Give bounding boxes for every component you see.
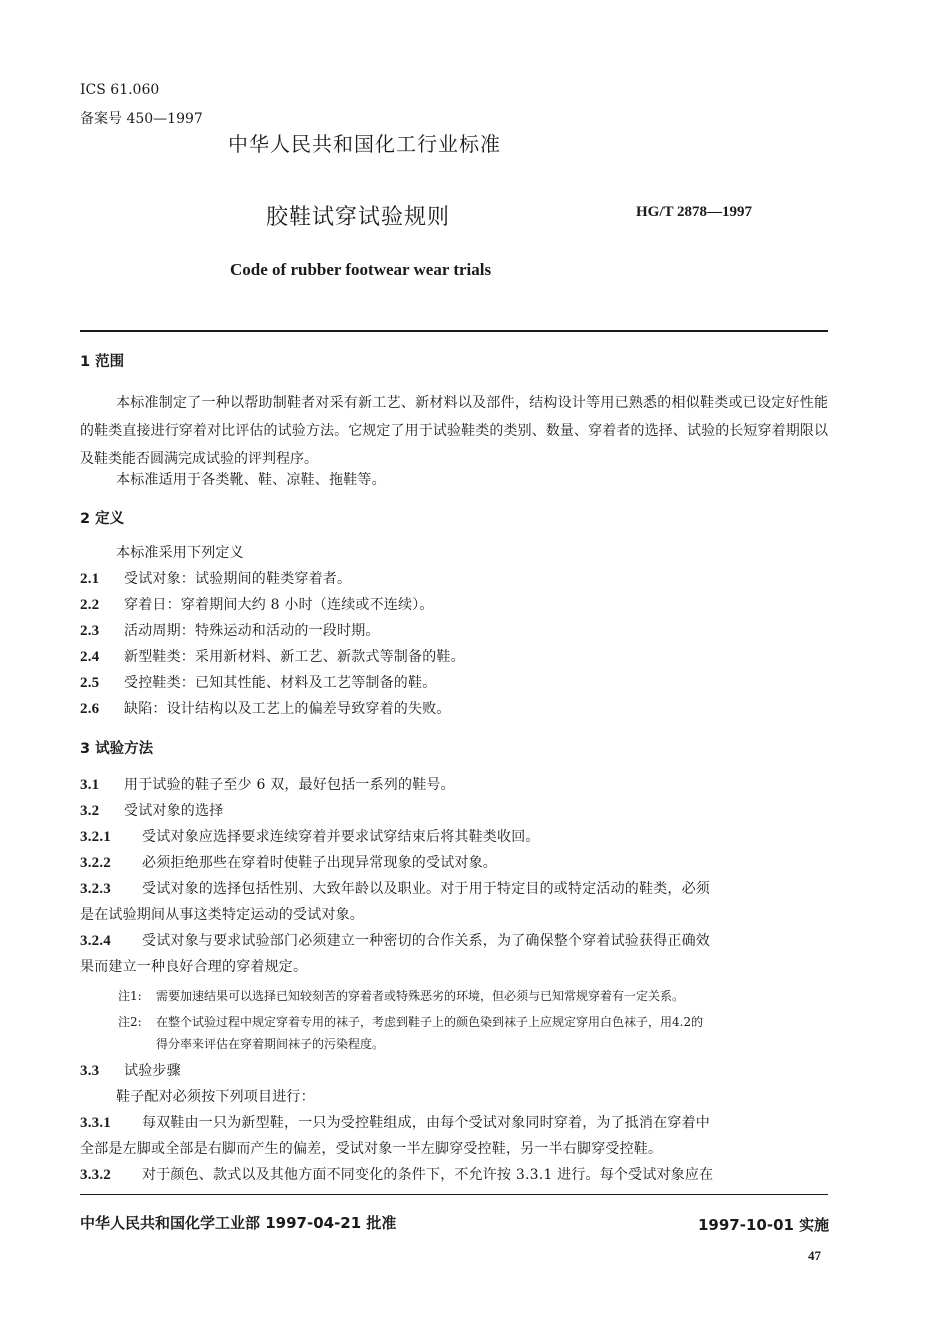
note-text: 需要加速结果可以选择已知较刻苦的穿着者或特殊恶劣的环境，但必须与已知常规穿着有一定关系。 — [156, 989, 685, 1003]
approval-line: 中华人民共和国化学工业部 1997-04-21 批准 — [80, 1214, 397, 1232]
clause-number: 3.3.2 — [80, 1167, 111, 1183]
clause-3-3 — [80, 1060, 181, 1080]
clause-number: 3.3.1 — [80, 1115, 111, 1131]
note-2 — [118, 1013, 703, 1030]
note-2-cont: 得分率来评估在穿着期间袜子的污染程度。 — [156, 1037, 385, 1051]
definition-number: 2.1 — [80, 571, 100, 587]
doc-title: 胶鞋试穿试验规则 — [266, 205, 451, 230]
clause-number: 3.1 — [80, 777, 100, 793]
clause-number: 3.2.3 — [80, 881, 111, 897]
clause-3-3-1 — [80, 1112, 710, 1132]
clause-number: 3.2.1 — [80, 829, 111, 845]
clause-3-2-2 — [80, 852, 497, 872]
definition-item — [80, 698, 451, 718]
note-1 — [118, 987, 684, 1004]
clause-3-3-2 — [80, 1164, 713, 1184]
definition-number: 2.6 — [80, 701, 100, 717]
definition-number: 2.5 — [80, 675, 100, 691]
page-number: 47 — [808, 1248, 821, 1263]
clause-text: 用于试验的鞋子至少 6 双，最好包括一系列的鞋号。 — [124, 777, 455, 793]
clause-number: 3.2 — [80, 803, 100, 819]
clause-3-3-1-cont: 全部是左脚或全部是右脚而产生的偏差，受试对象一半左脚穿受控鞋，另一半右脚穿受控鞋。 — [80, 1141, 663, 1157]
definition-number: 2.2 — [80, 597, 100, 613]
clause-3-3-intro: 鞋子配对必须按下列项目进行： — [116, 1089, 315, 1105]
footer-divider — [80, 1194, 828, 1195]
definition-item — [80, 672, 436, 692]
org-title: 中华人民共和国化工行业标准 — [228, 132, 501, 156]
definition-number: 2.3 — [80, 623, 100, 639]
section-1-heading: 1 范围 — [80, 354, 125, 370]
clause-number: 3.2.2 — [80, 855, 111, 871]
section-2-intro: 本标准采用下列定义 — [116, 545, 244, 561]
definition-text: 缺陷：设计结构以及工艺上的偏差导致穿着的失败。 — [124, 701, 451, 717]
record-number: 备案号 450—1997 — [80, 111, 203, 127]
definition-item — [80, 594, 434, 614]
section-1-paragraph-1: 本标准制定了一种以帮助制鞋者对采有新工艺、新材料以及部件，结构设计等用已熟悉的相似鞋类或已设定好性能的鞋类直接进行穿着对比评估的试验方法。它规定了用于试验鞋类的类别、数量、穿着者的选择、试验的长短穿着期限以及鞋类能否圆满完成试验的评判程序。 — [80, 395, 828, 467]
section-3-heading: 3 试验方法 — [80, 741, 154, 757]
definition-number: 2.4 — [80, 649, 100, 665]
clause-number: 3.2.4 — [80, 933, 111, 949]
definition-text: 穿着日：穿着期间大约 8 小时（连续或不连续）。 — [124, 597, 434, 613]
clause-text: 受试对象与要求试验部门必须建立一种密切的合作关系，为了确保整个穿着试验获得正确效 — [142, 933, 710, 949]
definition-item — [80, 620, 380, 640]
definition-text: 受试对象：试验期间的鞋类穿着者。 — [124, 571, 352, 587]
standard-number: HG/T 2878—1997 — [636, 204, 752, 220]
clause-3-2-4 — [80, 930, 710, 950]
definition-text: 受控鞋类：已知其性能、材料及工艺等制备的鞋。 — [124, 675, 437, 691]
clause-number: 3.3 — [80, 1063, 100, 1079]
header-divider — [80, 330, 828, 332]
definition-text: 活动周期：特殊运动和活动的一段时期。 — [124, 623, 380, 639]
clause-3-2-4-cont: 果而建立一种良好合理的穿着规定。 — [80, 959, 308, 975]
note-text: 在整个试验过程中规定穿着专用的袜子，考虑到鞋子上的颜色染到袜子上应规定穿用白色袜子，用4.2的 — [156, 1015, 704, 1029]
clause-3-2-3-cont: 是在试验期间从事这类特定运动的受试对象。 — [80, 907, 364, 923]
clause-text: 试验步骤 — [124, 1063, 181, 1079]
section-1-paragraph-2: 本标准适用于各类靴、鞋、凉鞋、拖鞋等。 — [116, 472, 386, 488]
definition-item — [80, 646, 465, 666]
english-title: Code of rubber footwear wear trials — [230, 260, 492, 279]
note-label: 注1: — [118, 989, 142, 1003]
clause-3-2-3 — [80, 878, 710, 898]
ics-code: ICS 61.060 — [80, 82, 160, 98]
clause-text: 每双鞋由一只为新型鞋，一只为受控鞋组成，由每个受试对象同时穿着，为了抵消在穿着中 — [142, 1115, 710, 1131]
clause-text: 受试对象应选择要求连续穿着并要求试穿结束后将其鞋类收回。 — [142, 829, 540, 845]
section-2-heading: 2 定义 — [80, 511, 125, 527]
clause-text: 受试对象的选择包括性别、大致年龄以及职业。对于用于特定目的或特定活动的鞋类，必须 — [142, 881, 710, 897]
note-label: 注2: — [118, 1015, 142, 1029]
clause-text: 必须拒绝那些在穿着时使鞋子出现异常现象的受试对象。 — [142, 855, 497, 871]
clause-text: 受试对象的选择 — [124, 803, 224, 819]
implementation-line: 1997-10-01 实施 — [698, 1216, 830, 1234]
clause-3-2-1 — [80, 826, 540, 846]
clause-text: 对于颜色、款式以及其他方面不同变化的条件下，不允许按 3.3.1 进行。每个受试对象应在 — [142, 1167, 714, 1183]
definition-item — [80, 568, 351, 588]
clause-3-1 — [80, 774, 455, 794]
clause-3-2 — [80, 800, 223, 820]
definition-text: 新型鞋类：采用新材料、新工艺、新款式等制备的鞋。 — [124, 649, 465, 665]
